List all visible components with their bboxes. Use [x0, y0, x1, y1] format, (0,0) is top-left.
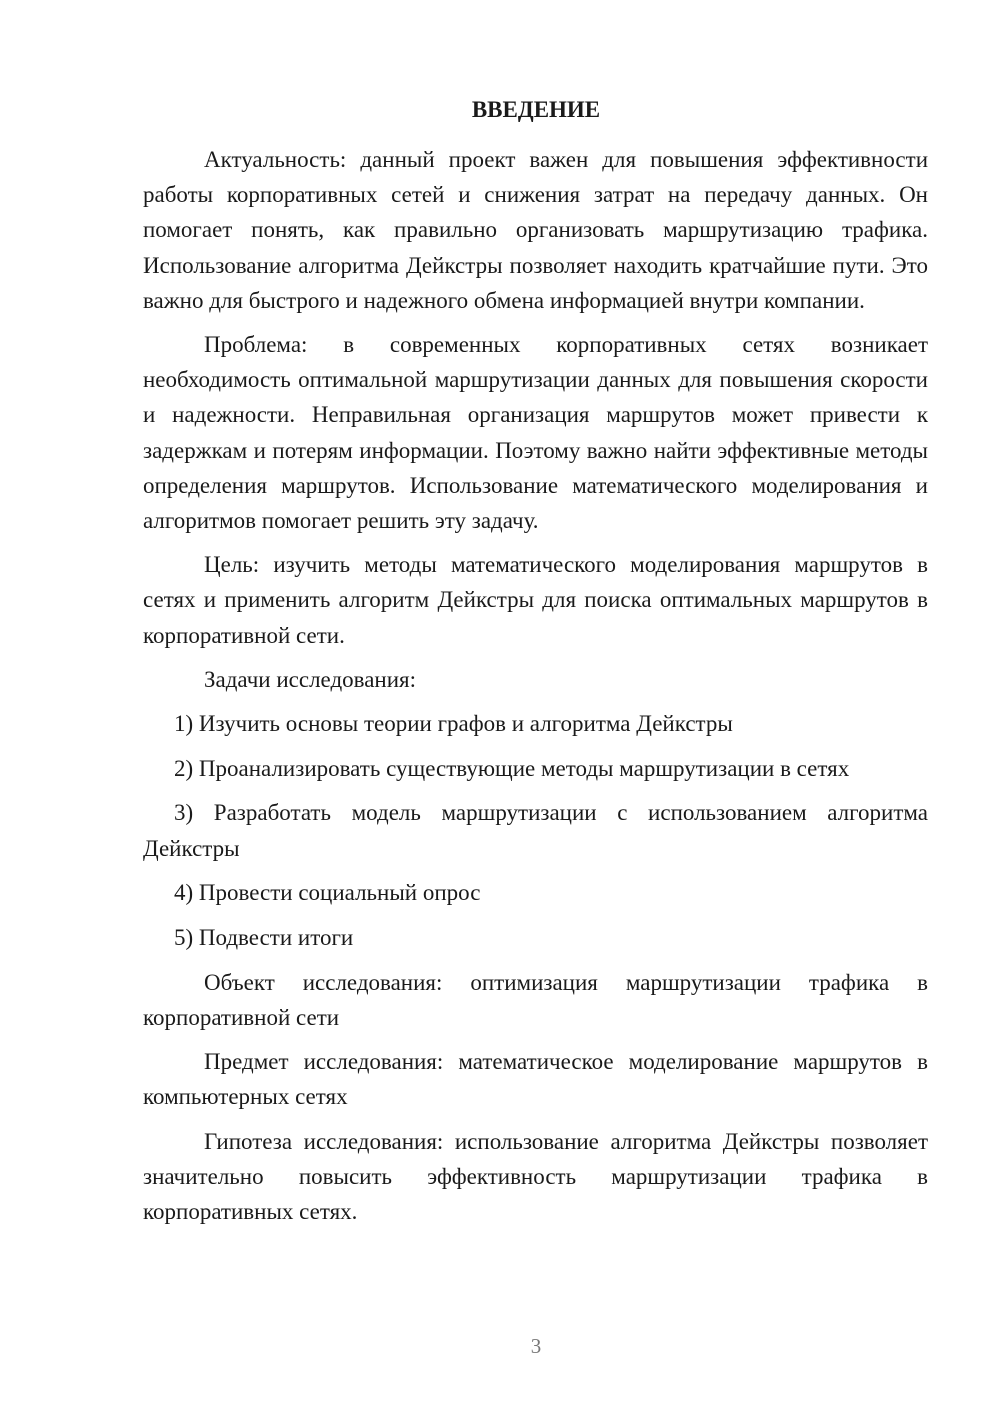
tasks-heading: Задачи исследования:	[204, 666, 417, 692]
task-item: 1) Изучить основы теории графов и алгоритма Дейкстры	[174, 711, 733, 737]
task-item: 5) Подвести итоги	[174, 925, 354, 951]
object-paragraph: Объект исследования: оптимизация маршрутизации трафика в корпоративной сети	[143, 969, 928, 1030]
document-body	[143, 142, 928, 1238]
problem-paragraph: Проблема: в современных корпоративных сетях возникает необходимость оптимальной маршрутизации данных для повышения скорости и надежности. Неправильная организация маршрутов может привести к задержкам и потерям информации. Поэтому важно найти эффективные методы определения маршрутов. Использование математического моделирования и алгоритмов помогает решить эту задачу.	[143, 332, 928, 534]
page-number: 3	[530, 1334, 542, 1358]
task-item: 3) Разработать модель маршрутизации с использованием алгоритма Дейкстры	[143, 800, 928, 861]
hypothesis-paragraph: Гипотеза исследования: использование алгоритма Дейкстры позволяет значительно повысить эффективность маршрутизации трафика в корпоративных сетях.	[143, 1128, 928, 1224]
goal-paragraph: Цель: изучить методы математического моделирования маршрутов в сетях и применить алгоритм Дейкстры для поиска оптимальных маршрутов в корпоративной сети.	[143, 552, 928, 648]
subject-paragraph: Предмет исследования: математическое моделирование маршрутов в компьютерных сетях	[143, 1049, 928, 1110]
task-item: 2) Проанализировать существующие методы маршрутизации в сетях	[174, 755, 850, 781]
page-title: ВВЕДЕНИЕ	[471, 97, 601, 122]
relevance-paragraph: Актуальность: данный проект важен для повышения эффективности работы корпоративных сетей и снижения затрат на передачу данных. Он помогает понять, как правильно организовать маршрутизацию трафика. Использование алгоритма Дейкстры позволяет находить кратчайшие пути. Это важно для быстрого и надежного обмена информацией внутри компании.	[143, 147, 928, 313]
task-item: 4) Провести социальный опрос	[174, 880, 481, 906]
